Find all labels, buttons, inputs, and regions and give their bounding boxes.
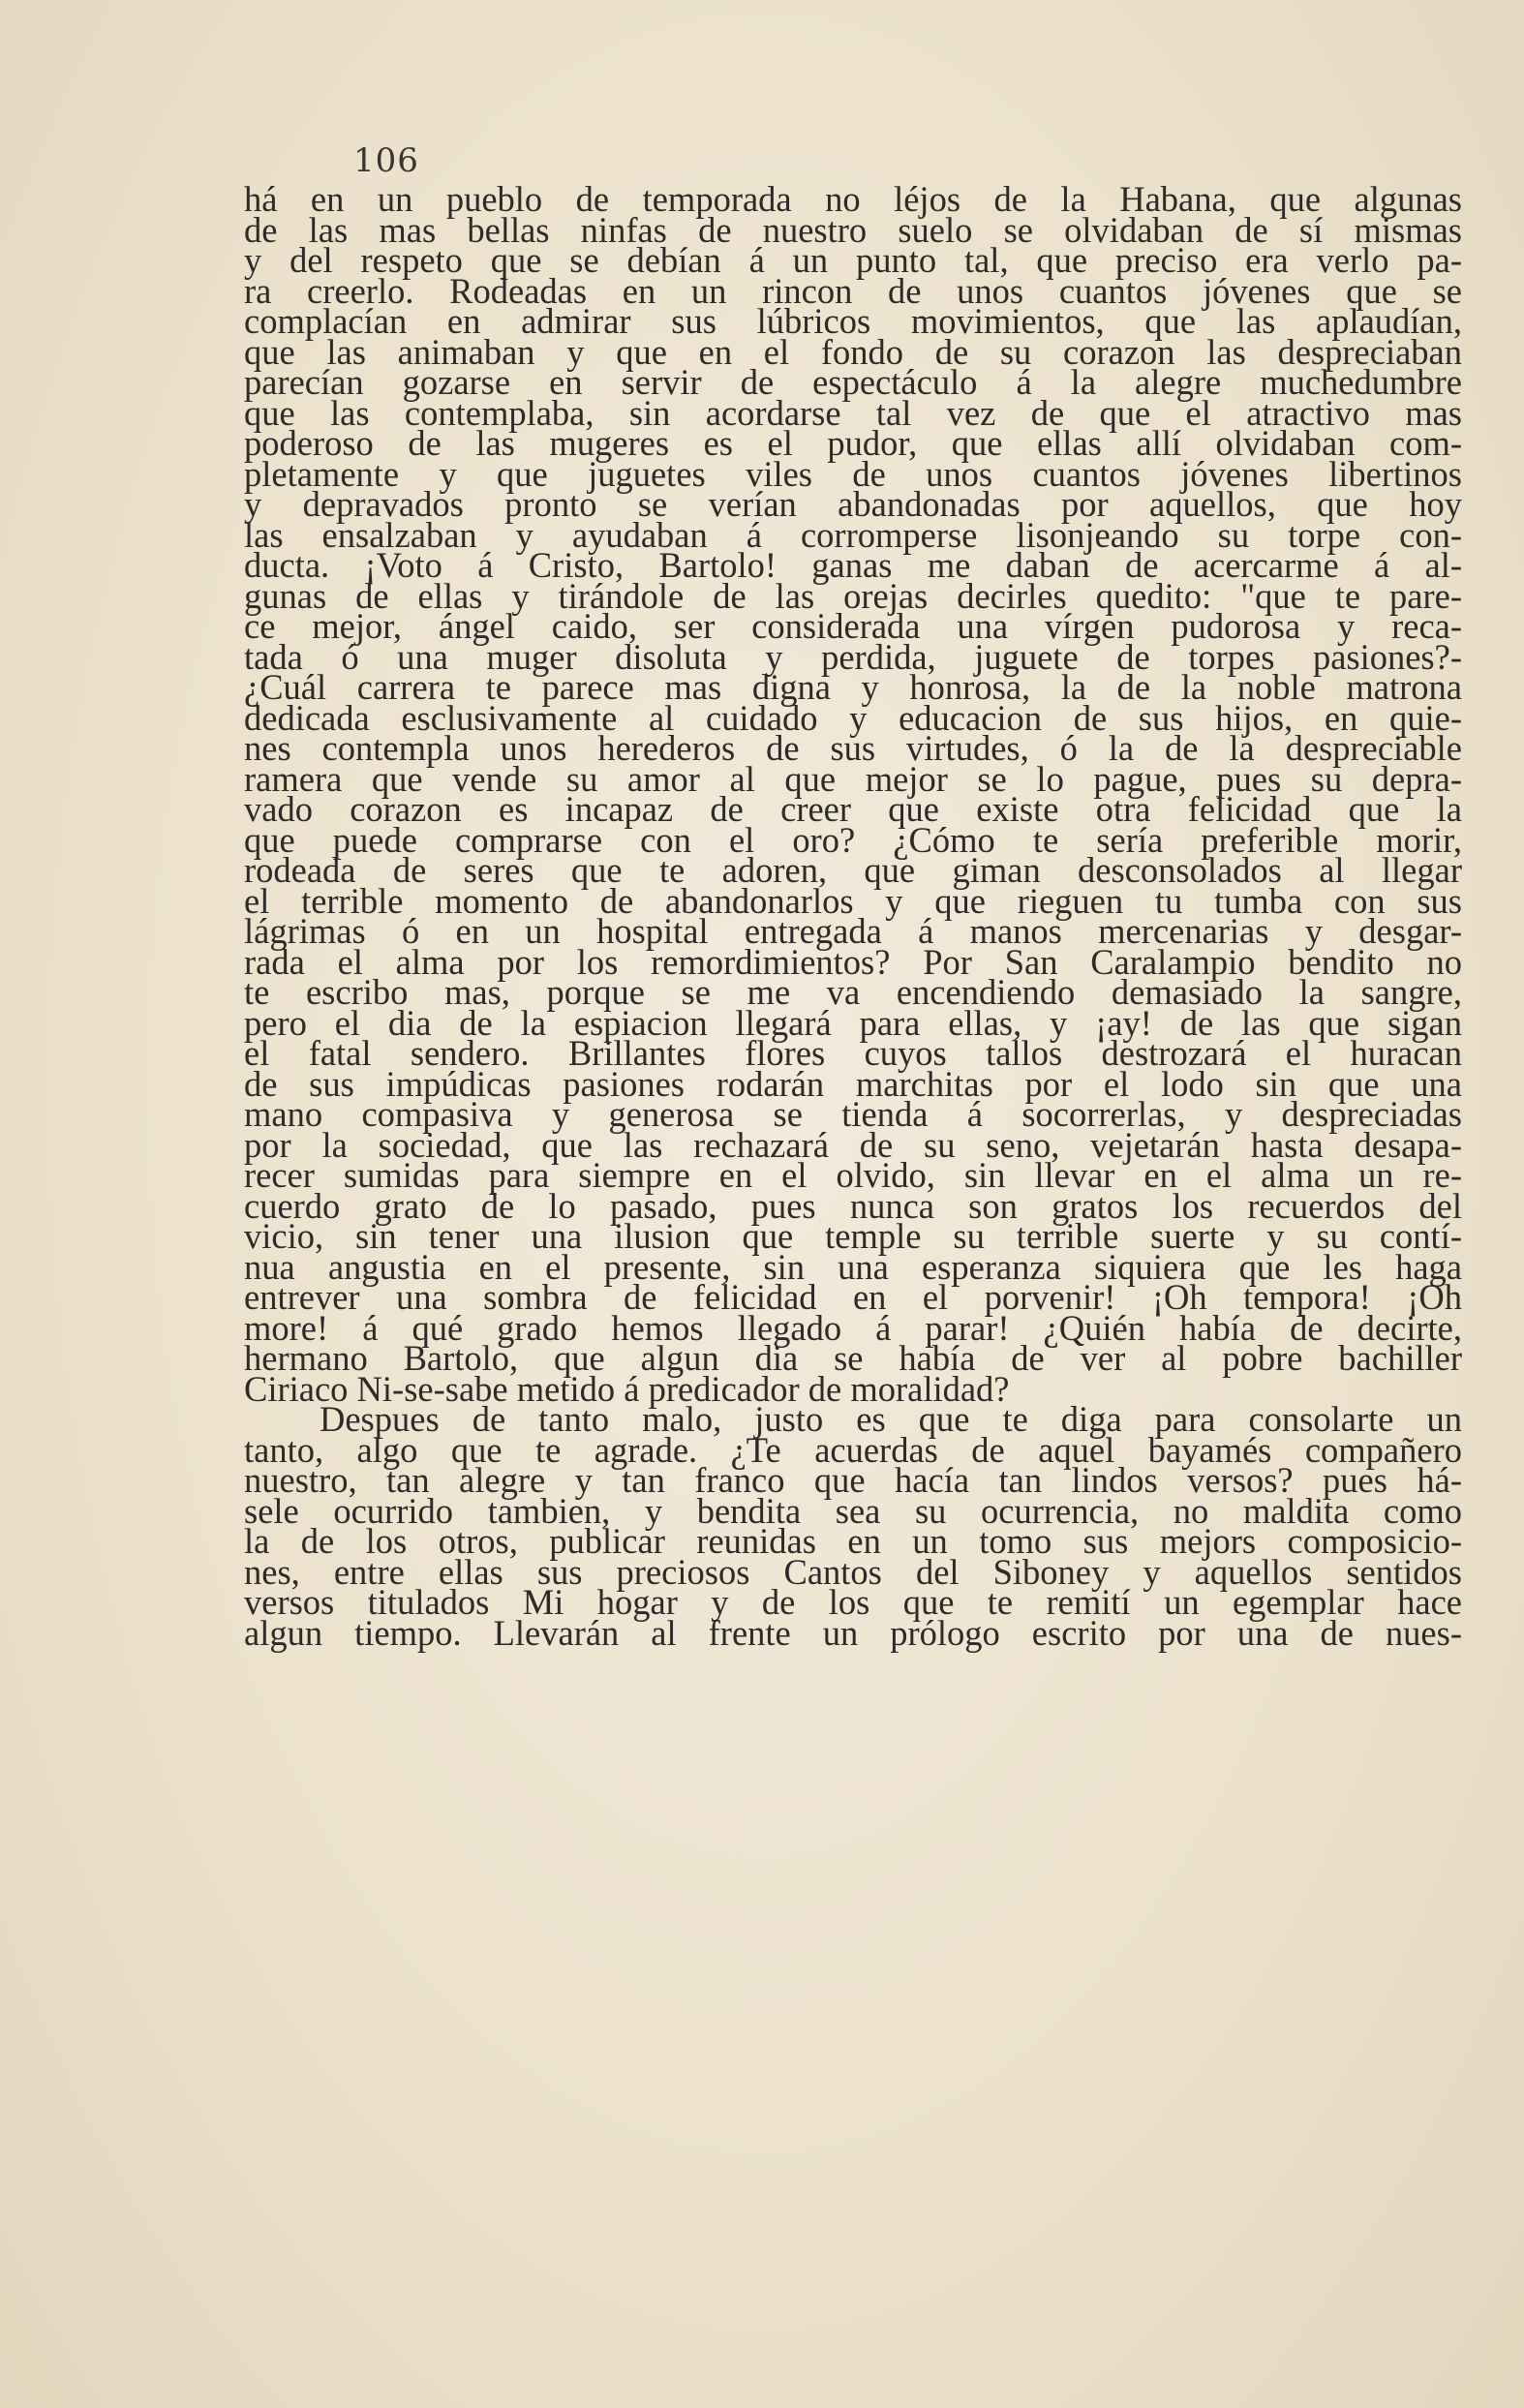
text-line: pletamente y que juguetes viles de unos cuantos jóvenes libertinos <box>244 453 1462 494</box>
text-line: rodeada de seres que te adoren, que giman desconsolados al llegar <box>244 850 1462 890</box>
text-line: ducta. ¡Voto á Cristo, Bartolo! ganas me daban de acercarme á al- <box>244 545 1462 585</box>
text-line: nes, entre ellas sus preciosos Cantos del Siboney y aquellos sentidos <box>244 1551 1462 1592</box>
text-line: entrever una sombra de felicidad en el porvenir! ¡Oh tempora! ¡Oh <box>244 1277 1462 1317</box>
text-line: rada el alma por los remordimientos? Por San Caralampio bendito no <box>244 941 1462 982</box>
text-line: complacían en admirar sus lúbricos movimientos, que las aplaudían, <box>244 301 1462 341</box>
text-line: sele ocurrido tambien, y bendita sea su ocurrencia, no maldita como <box>244 1490 1462 1531</box>
text-line: cuerdo grato de lo pasado, pues nunca son gratos los recuerdos del <box>244 1185 1462 1226</box>
text-line: nua angustia en el presente, sin una esperanza siquiera que les haga <box>244 1246 1462 1287</box>
text-line: vicio, sin tener una ilusion que temple su terrible suerte y su contí- <box>244 1216 1462 1256</box>
text-line: versos titulados Mi hogar y de los que te remití un egemplar hace <box>244 1582 1462 1622</box>
text-line: nes contempla unos herederos de sus virtudes, ó la de la despreciable <box>244 728 1462 768</box>
text-line: ce mejor, ángel caido, ser considerada una vírgen pudorosa y reca- <box>244 606 1462 646</box>
text-line: gunas de ellas y tirándole de las orejas decirles quedito: "que te pare- <box>244 575 1462 616</box>
text-line: poderoso de las mugeres es el pudor, que ellas allí olvidaban com- <box>244 423 1462 463</box>
page-number: 106 <box>353 141 419 180</box>
text-line: algun tiempo. Llevarán al frente un prólogo escrito por una de nues- <box>244 1612 1462 1653</box>
text-line: y depravados pronto se verían abandonadas por aquellos, que hoy <box>244 484 1462 524</box>
text-line: mano compasiva y generosa se tienda á socorrerlas, y despreciadas <box>244 1094 1462 1134</box>
text-line: de las mas bellas ninfas de nuestro suelo se olvidaban de sí mismas <box>244 209 1462 250</box>
text-line: la de los otros, publicar reunidas en un tomo sus mejors composicio- <box>244 1521 1462 1561</box>
text-line: ra creerlo. Rodeadas en un rincon de unos cuantos jóvenes que se <box>244 270 1462 311</box>
text-line: recer sumidas para siempre en el olvido, sin llevar en el alma un re- <box>244 1155 1462 1195</box>
text-line: lágrimas ó en un hospital entregada á manos mercenarias y desgar- <box>244 911 1462 951</box>
text-line: las ensalzaban y ayudaban á corromperse lisonjeando su torpe con- <box>244 514 1462 555</box>
text-line: há en un pueblo de temporada no léjos de la Habana, que algunas <box>244 179 1462 219</box>
body-text <box>244 179 1462 1653</box>
text-line: dedicada esclusivamente al cuidado y educacion de sus hijos, en quie- <box>244 697 1462 738</box>
text-line: que las animaban y que en el fondo de su corazon las despreciaban <box>244 331 1462 372</box>
text-line: nuestro, tan alegre y tan franco que hacía tan lindos versos? pues há- <box>244 1460 1462 1500</box>
text-line: pero el dia de la espiacion llegará para ellas, y ¡ay! de las que sigan <box>244 1002 1462 1043</box>
text-line: more! á qué grado hemos llegado á parar! ¿Quién había de decirte, <box>244 1307 1462 1348</box>
text-line: tanto, algo que te agrade. ¿Te acuerdas de aquel bayamés compañero <box>244 1429 1462 1470</box>
text-line: de sus impúdicas pasiones rodarán marchitas por el lodo sin que una <box>244 1063 1462 1104</box>
text-line: que puede comprarse con el oro? ¿Cómo te sería preferible morir, <box>244 819 1462 860</box>
text-line: que las contemplaba, sin acordarse tal vez de que el atractivo mas <box>244 392 1462 433</box>
text-line: vado corazon es incapaz de creer que existe otra felicidad que la <box>244 789 1462 829</box>
text-line: Despues de tanto malo, justo es que te diga para consolarte un <box>320 1399 1462 1439</box>
text-line: por la sociedad, que las rechazará de su seno, vejetarán hasta desapa- <box>244 1124 1462 1165</box>
text-line: ¿Cuál carrera te parece mas digna y honrosa, la de la noble matrona <box>244 667 1462 707</box>
text-line: el terrible momento de abandonarlos y que rieguen tu tumba con sus <box>244 880 1462 921</box>
text-line: te escribo mas, porque se me va encendiendo demasiado la sangre, <box>244 972 1462 1012</box>
text-line: el fatal sendero. Brillantes flores cuyos tallos destrozará el huracan <box>244 1033 1462 1073</box>
text-line: hermano Bartolo, que algun dia se había de ver al pobre bachiller <box>244 1338 1462 1378</box>
text-line: tada ó una muger disoluta y perdida, juguete de torpes pasiones?- <box>244 636 1462 677</box>
text-line: parecían gozarse en servir de espectáculo á la alegre muchedumbre <box>244 362 1462 402</box>
text-line: y del respeto que se debían á un punto tal, que preciso era verlo pa- <box>244 240 1462 280</box>
text-line: ramera que vende su amor al que mejor se lo pague, pues su depra- <box>244 758 1462 799</box>
text-line: Ciriaco Ni-se-sabe metido á predicador de moralidad? <box>244 1368 1010 1409</box>
